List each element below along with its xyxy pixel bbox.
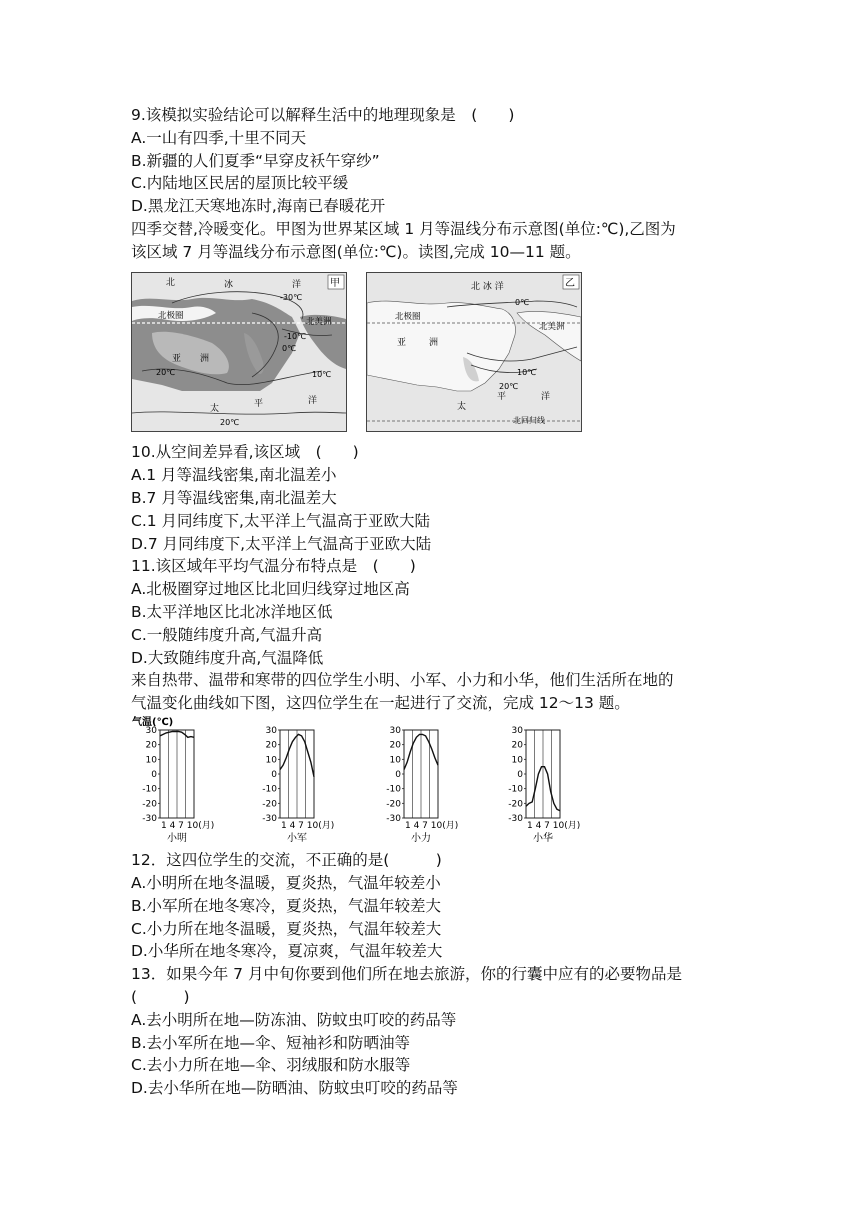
chart-xlabel: 1 4 7 10(月) (527, 821, 581, 831)
chart-ytick-label: -20 (508, 799, 523, 810)
chart-xlabel: 1 4 7 10(月) (161, 821, 215, 831)
intro-10-11-line2: 该区域 7 月等温线分布示意图(单位:℃)。读图,完成 10—11 题。 (131, 243, 581, 261)
q11-option-a: A.北极圈穿过地区比北回归线穿过地区高 (131, 580, 410, 598)
map-jia-asia1: 亚 (172, 354, 182, 364)
map-jia-ocean-n1: 北 (166, 278, 176, 288)
chart-ytick-label: 20 (389, 740, 401, 751)
chart-ytick-label: 0 (395, 770, 401, 780)
chart-ytick-label: -10 (262, 784, 277, 795)
q13-option-a: A.去小明所在地—防冻油、防蚊虫叮咬的药品等 (131, 1011, 457, 1029)
chart-ytick-label: -10 (508, 784, 523, 795)
map-jia-asia2: 洲 (200, 354, 210, 364)
map-jia (131, 272, 347, 432)
chart-ytick-label: -20 (386, 799, 401, 810)
q9-option-c: C.内陆地区民居的屋顶比较平缓 (131, 174, 349, 192)
q12-option-b: B.小军所在地冬寒冷，夏炎热，气温年较差大 (131, 897, 442, 915)
chart-ytick-label: 30 (511, 726, 523, 736)
chart-ytick-label: 10 (265, 755, 277, 766)
chart-title: 小明 (167, 833, 187, 844)
q13-option-d: D.去小华所在地—防晒油、防蚊虫叮咬的药品等 (131, 1079, 458, 1097)
chart-ytick-label: 20 (511, 740, 523, 751)
chart-ytick-label: 30 (145, 726, 157, 736)
q13-blank: ( ) (131, 988, 190, 1006)
map-yi-tag: 乙 (565, 278, 575, 289)
chart-title: 小力 (411, 833, 431, 844)
q12-option-d: D.小华所在地冬寒冷，夏凉爽，气温年较差大 (131, 942, 443, 960)
chart-title: 小华 (533, 833, 553, 844)
map-jia-iso-3: 0℃ (282, 344, 297, 353)
map-jia-ocean-n2: 冰 (224, 280, 234, 290)
map-jia-iso-2: -10℃ (284, 332, 307, 341)
q10-option-b: B.7 月等温线密集,南北温差大 (131, 489, 337, 507)
map-jia-na: 北美洲 (306, 317, 332, 327)
map-yi-pac1: 太 (457, 402, 467, 412)
map-jia-ocean-n3: 洋 (292, 280, 302, 290)
map-yi-tropic: 北回归线 (513, 416, 545, 425)
map-jia-iso-4: 20℃ (156, 368, 176, 377)
chart-ytick-label: 0 (517, 770, 523, 780)
q10-stem: 10.从空间差异看,该区域 ( ) (131, 443, 359, 461)
chart-xlabel: 1 4 7 10(月) (281, 821, 335, 831)
map-yi-arctic: 北极圈 (395, 312, 421, 322)
intro-10-11-line1: 四季交替,冷暖变化。甲图为世界某区域 1 月等温线分布示意图(单位:℃),乙图为 (131, 220, 676, 238)
map-yi-ocean: 北 冰 洋 (471, 282, 504, 292)
q9-option-a: A.一山有四季,十里不同天 (131, 129, 307, 147)
q12-stem: 12．这四位学生的交流，不正确的是( ) (131, 851, 442, 869)
q9-option-b: B.新疆的人们夏季“早穿皮袄午穿纱” (131, 152, 380, 170)
map-jia-arctic: 北极圈 (158, 311, 184, 321)
chart-title: 小军 (287, 833, 307, 844)
map-yi-asia1: 亚 (397, 338, 407, 348)
map-yi-pac2: 平 (497, 392, 507, 402)
map-yi-iso-2: 10℃ (517, 368, 537, 377)
q11-option-c: C.一般随纬度升高,气温升高 (131, 626, 323, 644)
chart-ytick-label: -30 (262, 814, 277, 824)
chart-ytick-label: -10 (142, 784, 157, 795)
q10-option-a: A.1 月等温线密集,南北温差小 (131, 466, 337, 484)
map-yi-asia2: 洲 (429, 338, 439, 348)
q11-stem: 11.该区域年平均气温分布特点是 ( ) (131, 557, 416, 575)
q9-stem: 9.该模拟实验结论可以解释生活中的地理现象是 ( ) (131, 106, 515, 124)
climate-charts (128, 716, 598, 846)
chart-ytick-label: 20 (145, 740, 157, 751)
chart-ytick-label: -30 (508, 814, 523, 824)
q11-option-d: D.大致随纬度升高,气温降低 (131, 649, 324, 667)
chart-ytick-label: 20 (265, 740, 277, 751)
chart-ytick-label: -30 (386, 814, 401, 824)
q13-option-b: B.去小军所在地—伞、短袖衫和防晒油等 (131, 1034, 411, 1052)
q10-option-d: D.7 月同纬度下,太平洋上气温高于亚欧大陆 (131, 535, 432, 553)
q13-option-c: C.去小力所在地—伞、羽绒服和防水服等 (131, 1056, 411, 1074)
chart-ytick-label: -30 (142, 814, 157, 824)
map-yi-na: 北美洲 (539, 322, 565, 332)
chart-ytick-label: 30 (389, 726, 401, 736)
q9-option-d: D.黑龙江天寒地冻时,海南已春暖花开 (131, 197, 386, 215)
map-yi-pac3: 洋 (541, 392, 551, 402)
map-yi (366, 272, 582, 432)
intro-12-13-line2: 气温变化曲线如下图，这四位学生在一起进行了交流，完成 12～13 题。 (131, 694, 630, 712)
intro-12-13-line1: 来自热带、温带和寒带的四位学生小明、小军、小力和小华，他们生活所在地的 (131, 671, 674, 689)
map-jia-iso-6: 20℃ (220, 418, 240, 427)
map-yi-iso-1: 0℃ (515, 298, 530, 307)
map-jia-pac3: 洋 (308, 396, 318, 406)
q11-option-b: B.太平洋地区比北冰洋地区低 (131, 603, 333, 621)
q13-stem: 13．如果今年 7 月中旬你要到他们所在地去旅游，你的行囊中应有的必要物品是 (131, 965, 682, 983)
chart-ytick-label: 10 (511, 755, 523, 766)
chart-ytick-label: 10 (145, 755, 157, 766)
map-jia-iso-5: 10℃ (312, 370, 332, 379)
q12-option-a: A.小明所在地冬温暖，夏炎热，气温年较差小 (131, 874, 441, 892)
q10-option-c: C.1 月同纬度下,太平洋上气温高于亚欧大陆 (131, 512, 430, 530)
chart-ytick-label: 0 (271, 770, 277, 780)
map-jia-iso-1: -30℃ (280, 293, 303, 302)
q12-option-c: C.小力所在地冬温暖，夏炎热，气温年较差大 (131, 920, 442, 938)
chart-ytick-label: -20 (262, 799, 277, 810)
chart-ytick-label: -10 (386, 784, 401, 795)
map-jia-pac2: 平 (254, 399, 264, 409)
chart-ylabel: 气温(℃) (132, 717, 174, 728)
chart-ytick-label: 0 (151, 770, 157, 780)
chart-ytick-label: 30 (265, 726, 277, 736)
chart-ytick-label: -20 (142, 799, 157, 810)
chart-xlabel: 1 4 7 10(月) (405, 821, 459, 831)
map-yi-iso-3: 20℃ (499, 382, 519, 391)
chart-ytick-label: 10 (389, 755, 401, 766)
map-jia-pac1: 太 (210, 404, 220, 414)
map-jia-tag: 甲 (330, 278, 340, 289)
